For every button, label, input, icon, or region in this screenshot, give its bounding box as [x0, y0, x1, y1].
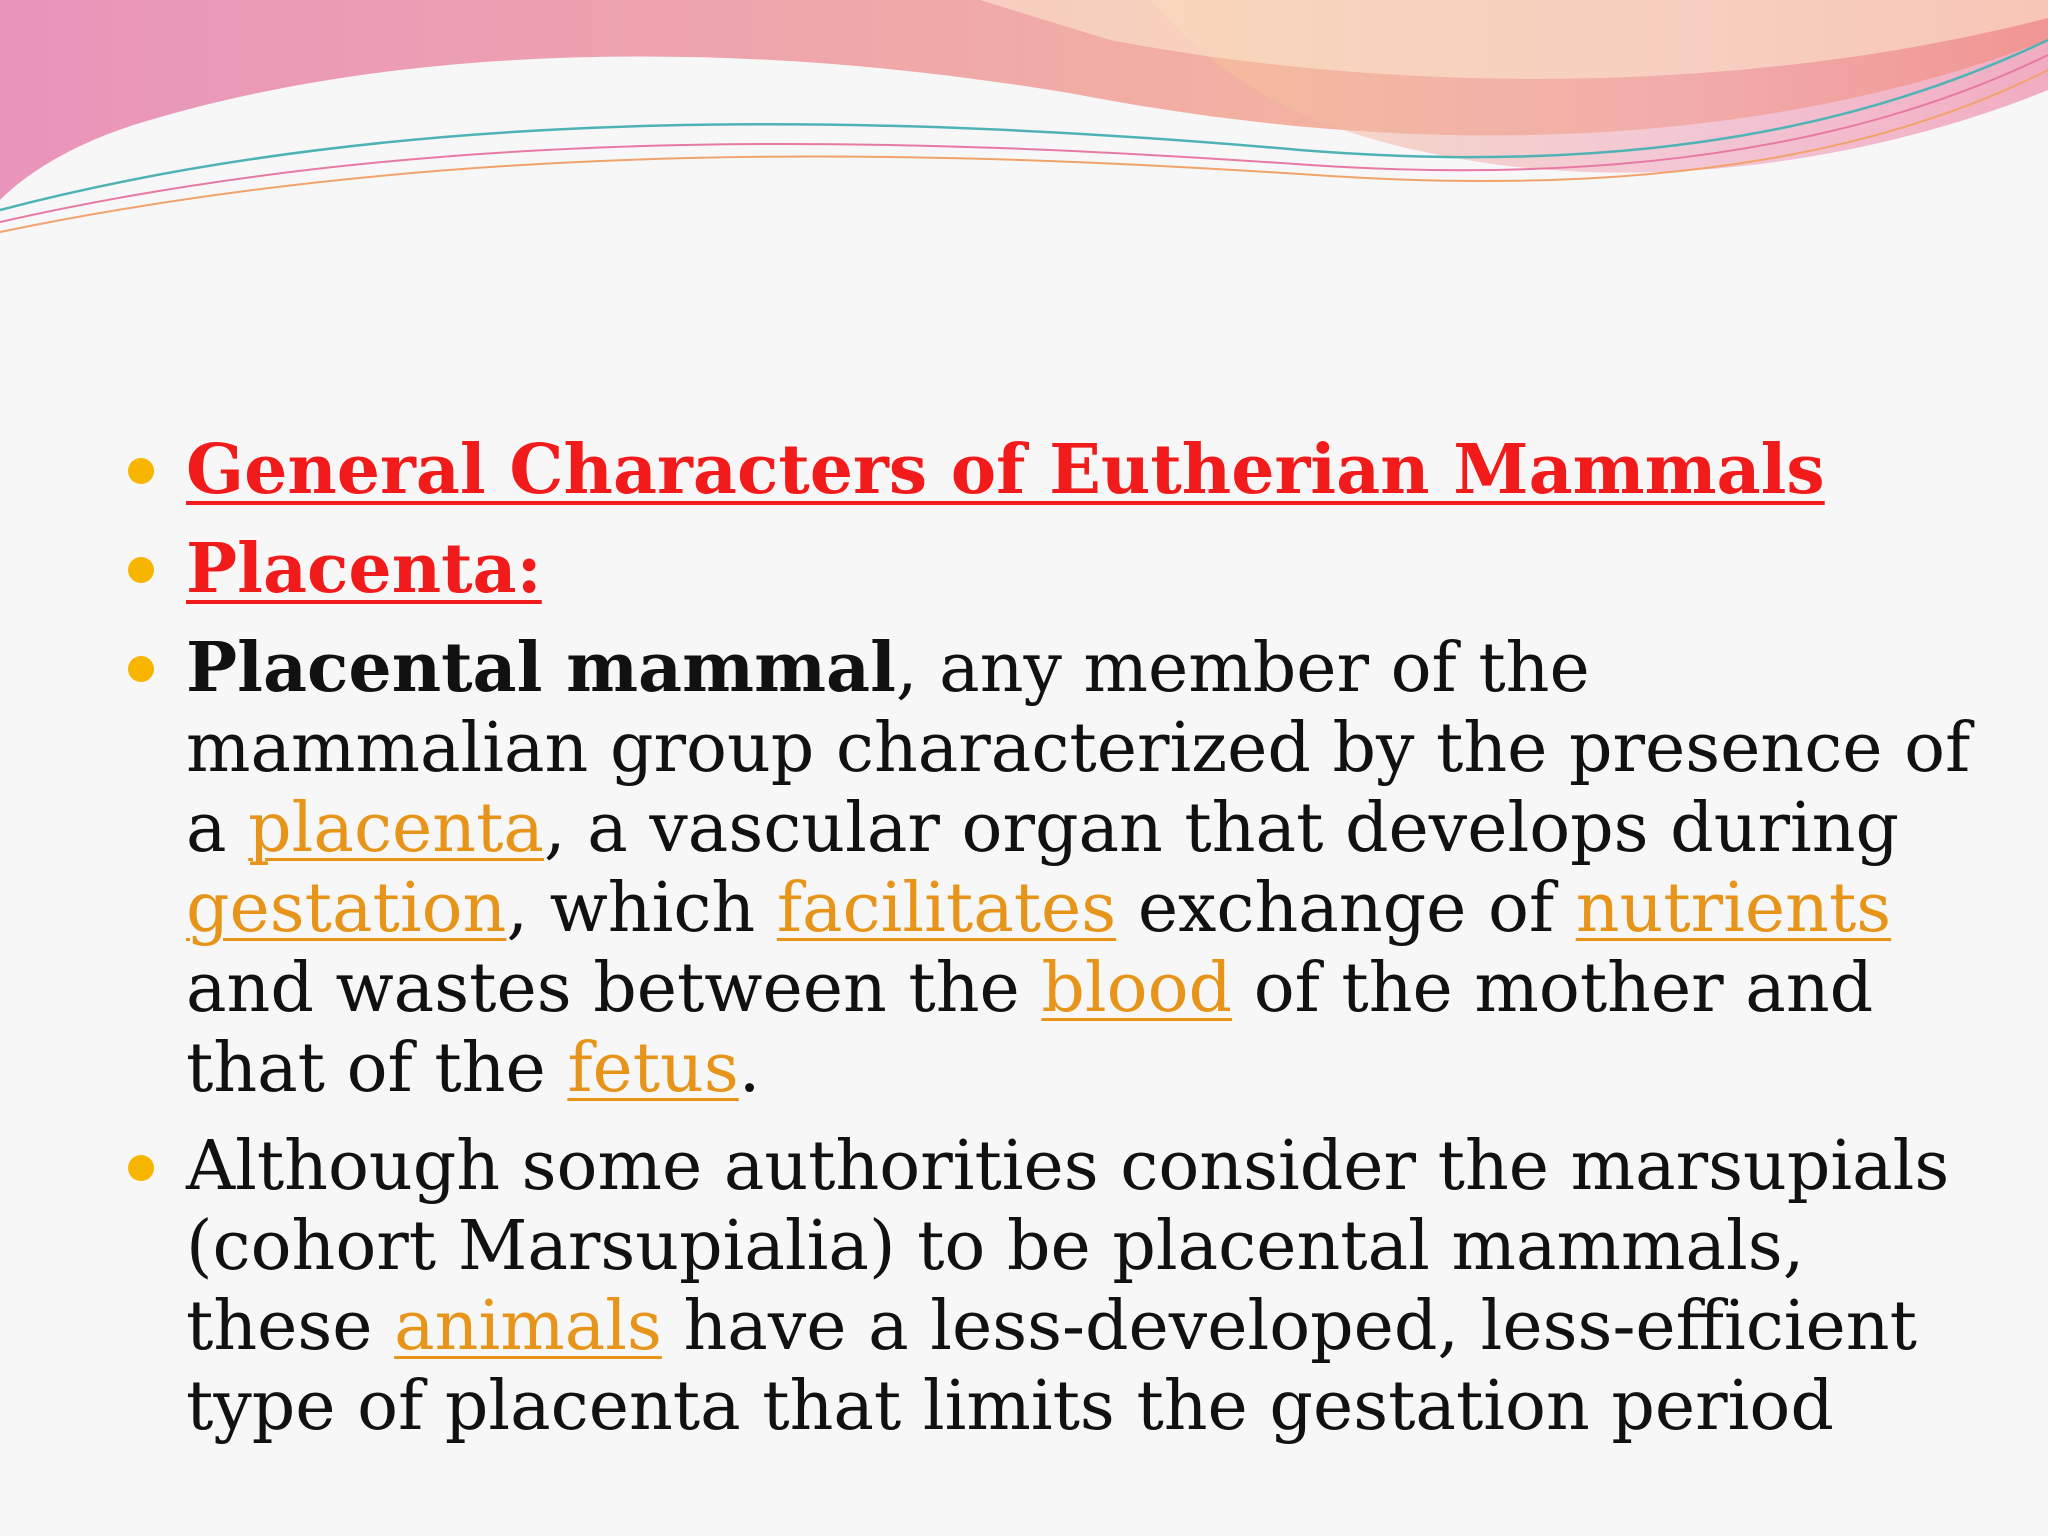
bullet-definition	[128, 628, 1978, 1109]
bullet-dot-icon	[128, 458, 154, 484]
link-facilitates[interactable]: facilitates	[776, 869, 1117, 948]
text-run: have a less-developed, less-efficient type of placenta that limits the gestation period	[186, 1287, 1917, 1446]
text-run: , a vascular organ that develops during	[543, 789, 1900, 868]
text-run: exchange of	[1116, 869, 1576, 948]
link-placenta[interactable]: placenta	[248, 789, 544, 868]
link-blood[interactable]: blood	[1041, 949, 1233, 1028]
text-run: Although some authorities consider the marsupials (cohort Marsupialia) to be placental mammals, these	[186, 1127, 1950, 1366]
bullet-dot-icon	[128, 557, 154, 583]
bullet-marsupials	[128, 1127, 1978, 1447]
link-nutrients[interactable]: nutrients	[1575, 869, 1892, 948]
term-bold: Placental mammal	[186, 628, 896, 708]
slide-title: General Characters of Eutherian Mammals	[186, 430, 1825, 510]
slide-content	[128, 430, 1978, 1465]
bullet-dot-icon	[128, 1155, 154, 1181]
section-heading: Placenta:	[186, 529, 542, 609]
text-run: , which	[506, 869, 777, 948]
link-animals[interactable]: animals	[394, 1287, 662, 1366]
link-gestation[interactable]: gestation	[186, 869, 507, 948]
bullet-title	[128, 430, 1978, 511]
text-run: of the mother and that of the	[186, 949, 1874, 1108]
text-run: , any member of the mammalian group characterized by the presence of a	[186, 629, 1971, 868]
text-run: .	[738, 1029, 761, 1108]
link-fetus[interactable]: fetus	[567, 1029, 739, 1108]
bullet-dot-icon	[128, 656, 154, 682]
decorative-wave-banner	[0, 0, 2048, 240]
text-run: and wastes between the	[186, 949, 1042, 1028]
bullet-subtitle	[128, 529, 1978, 610]
